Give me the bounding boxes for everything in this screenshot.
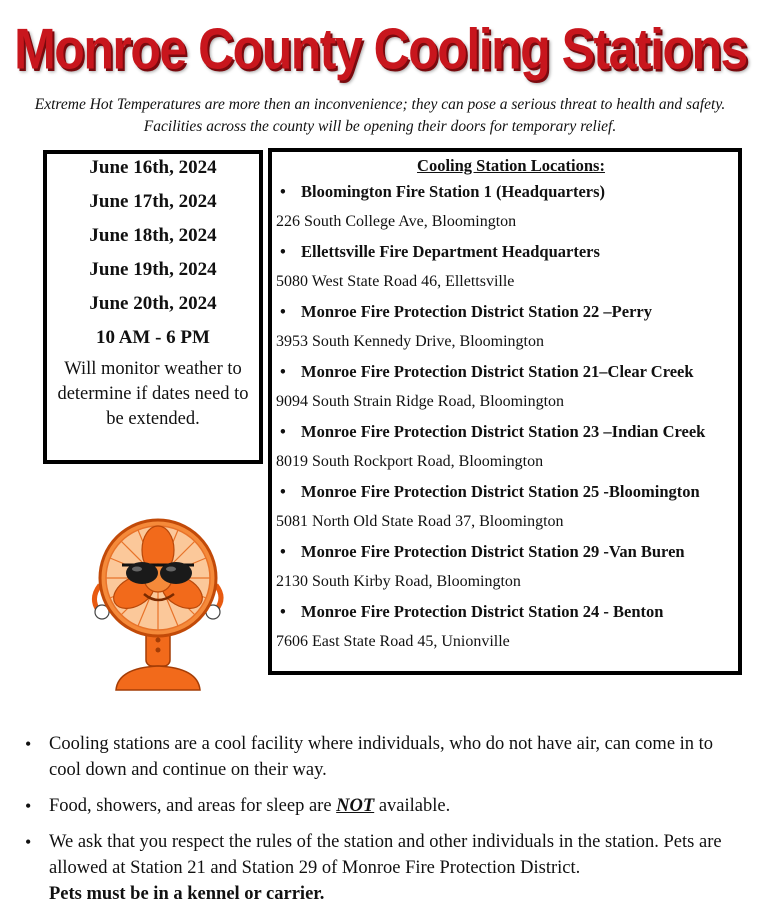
location-address: 5081 North Old State Road 37, Bloomington [276,513,564,530]
date-item: June 20th, 2024 [89,293,217,314]
locations-box [268,148,742,675]
location-item [276,237,738,297]
location-item [276,537,738,597]
location-item [276,417,738,477]
pets-requirement: Pets must be in a kennel or carrier. [49,884,325,904]
location-address: 2130 South Kirby Road, Bloomington [276,573,521,590]
note-text: We ask that you respect the rules of the station and other individuals in the station. Pets are allowed at Station 21 and Station 29 of Monroe Fire Protection District. [49,832,722,878]
location-address: 7606 East State Road 45, Unionville [276,633,510,650]
note-item: • Cooling stations are a cool facility where individuals, who do not have air, can come in to cool down and continue on their way. [22,731,742,783]
location-address: 8019 South Rockport Road, Bloomington [276,453,544,470]
location-address: 9094 South Strain Ridge Road, Bloomington [276,393,565,410]
location-item [276,177,738,237]
note-item [22,829,742,907]
location-item [276,477,738,537]
note-text: Food, showers, and areas for sleep are [49,796,337,816]
location-item [276,357,738,417]
location-item [276,297,738,357]
date-item: June 17th, 2024 [89,191,217,212]
page-title: Monroe County Cooling Stations [14,16,747,82]
hours: 10 AM - 6 PM [96,327,210,348]
location-name: • Monroe Fire Protection District Station 22 –Perry [276,297,738,327]
date-item: June 18th, 2024 [89,225,217,246]
location-name: • Monroe Fire Protection District Station 24 - Benton [276,597,738,627]
location-name: • Monroe Fire Protection District Station 21–Clear Creek [276,357,738,387]
location-name: • Ellettsville Fire Department Headquarters [276,237,738,267]
location-item [276,597,738,657]
date-item: June 16th, 2024 [89,157,217,178]
location-name: • Monroe Fire Protection District Station 25 -Bloomington [276,477,738,507]
location-name: • Monroe Fire Protection District Station 23 –Indian Creek [276,417,738,447]
date-item: June 19th, 2024 [89,259,217,280]
location-address: 5080 West State Road 46, Ellettsville [276,273,515,290]
not-emphasis: NOT [336,796,375,816]
location-name: • Monroe Fire Protection District Station 29 -Van Buren [276,537,738,567]
note-item [22,793,742,819]
intro-text: Extreme Hot Temperatures are more then an inconvenience; they can pose a serious threat to health and safety. Facilities across the county will be opening their doors for temporary relief. [34,96,726,135]
location-name: • Bloomington Fire Station 1 (Headquarters) [276,177,738,207]
schedule-note: Will monitor weather to determine if dates need to be extended. [57,359,249,429]
schedule-box [43,150,263,464]
location-address: 226 South College Ave, Bloomington [276,213,517,230]
fan-mascot-icon [88,510,228,700]
locations-header: Cooling Station Locations: [417,156,605,175]
notes-list [22,731,742,917]
location-address: 3953 South Kennedy Drive, Bloomington [276,333,544,350]
note-text: available. [374,796,451,816]
